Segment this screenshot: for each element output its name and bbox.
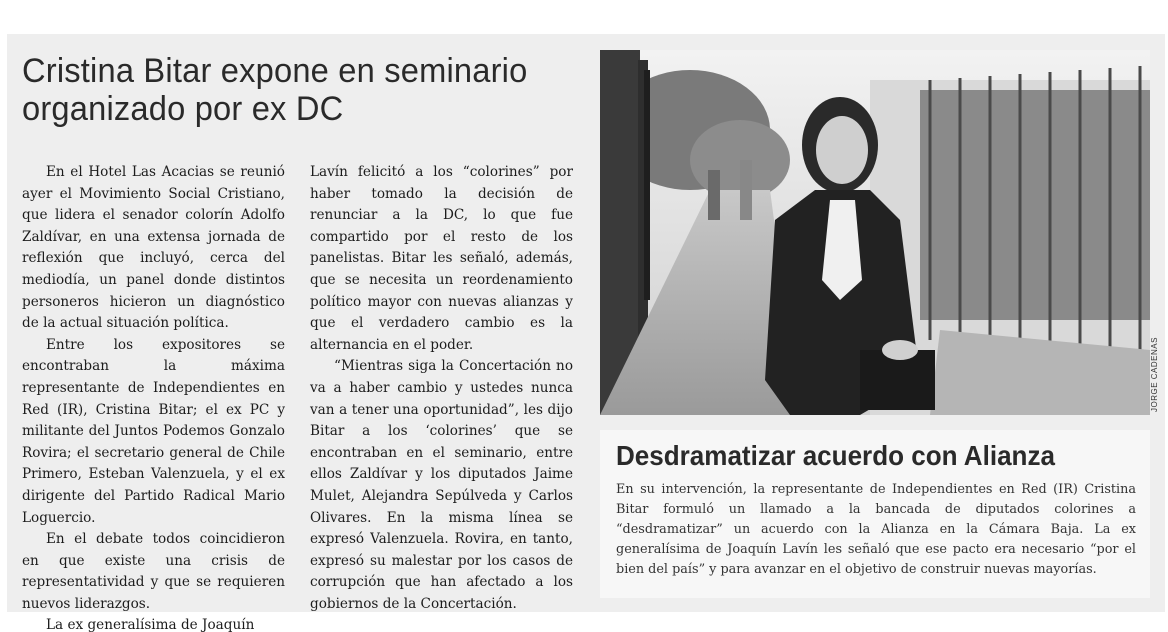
article-paragraph: Lavín felicitó a los “colorines” por haber tomado la decisión de renunciar a la DC, lo que fue compartido por el resto de los panelistas. Bitar les señaló, además, que se necesita un reordenamiento político mayor con nuevas alianzas y que el verdadero cambio es la alternancia en el poder. bbox=[310, 164, 573, 353]
article-paragraph: En el debate todos coincidieron en que existe una crisis de representatividad y que se requieren nuevos liderazgos. bbox=[22, 531, 285, 612]
sidebar-text: En su intervención, la representante de Independientes en Red (IR) Cristina Bitar formuló un llamado a la bancada de diputados colorines a “desdramatizar” un acuerdo con la Alianza en la Cámara Baja. La ex generalísima de Joaquín Lavín les señaló que ese pacto era necesario “por el bien del país” y para avanzar en el objetivo de construir nuevas mayorías. bbox=[616, 482, 1136, 577]
article-paragraph: “Mientras siga la Concertación no va a haber cambio y ustedes nunca van a tener una oportunidad”, les dijo Bitar a los ‘colorines’ que se encontraban en el seminario, entre ellos Zaldívar y los diputados Jaime Mulet, Alejandra Sepúlveda y Carlos Olivares. En la misma línea se expresó Valenzuela. Rovira, en tanto, expresó su malestar por los casos de corrupción que han afectado a los gobiernos de la Concertación. bbox=[310, 358, 573, 612]
article-column-2 bbox=[310, 162, 573, 615]
article-photo bbox=[600, 50, 1150, 415]
article-headline: Cristina Bitar expone en seminario organizado por ex DC bbox=[22, 52, 528, 128]
article-paragraph: La ex generalísima de Joaquín bbox=[46, 617, 255, 632]
article-paragraph: Entre los expositores se encontraban la máxima representante de Independientes en Red (IR), Cristina Bitar; el ex PC y militante del Juntos Podemos Gonzalo Rovira; el secretario general de Chile Primero, Esteban Valenzuela, y el ex dirigente del Partido Radical Mario Loguercio. bbox=[22, 336, 285, 526]
photo-illustration bbox=[600, 50, 1150, 415]
sidebar-title: Desdramatizar acuerdo con Alianza bbox=[616, 440, 1055, 471]
article-paragraph: En el Hotel Las Acacias se reunió ayer el Movimiento Social Cristiano, que lidera el senador colorín Adolfo Zaldívar, en una extensa jornada de reflexión que incluyó, cerca del mediodía, un panel donde distintos personeros hicieron un diagnóstico de la actual situación política. bbox=[22, 164, 285, 332]
article-column-1 bbox=[22, 162, 285, 632]
photo-credit: JORGE CADENAS bbox=[1150, 337, 1159, 412]
